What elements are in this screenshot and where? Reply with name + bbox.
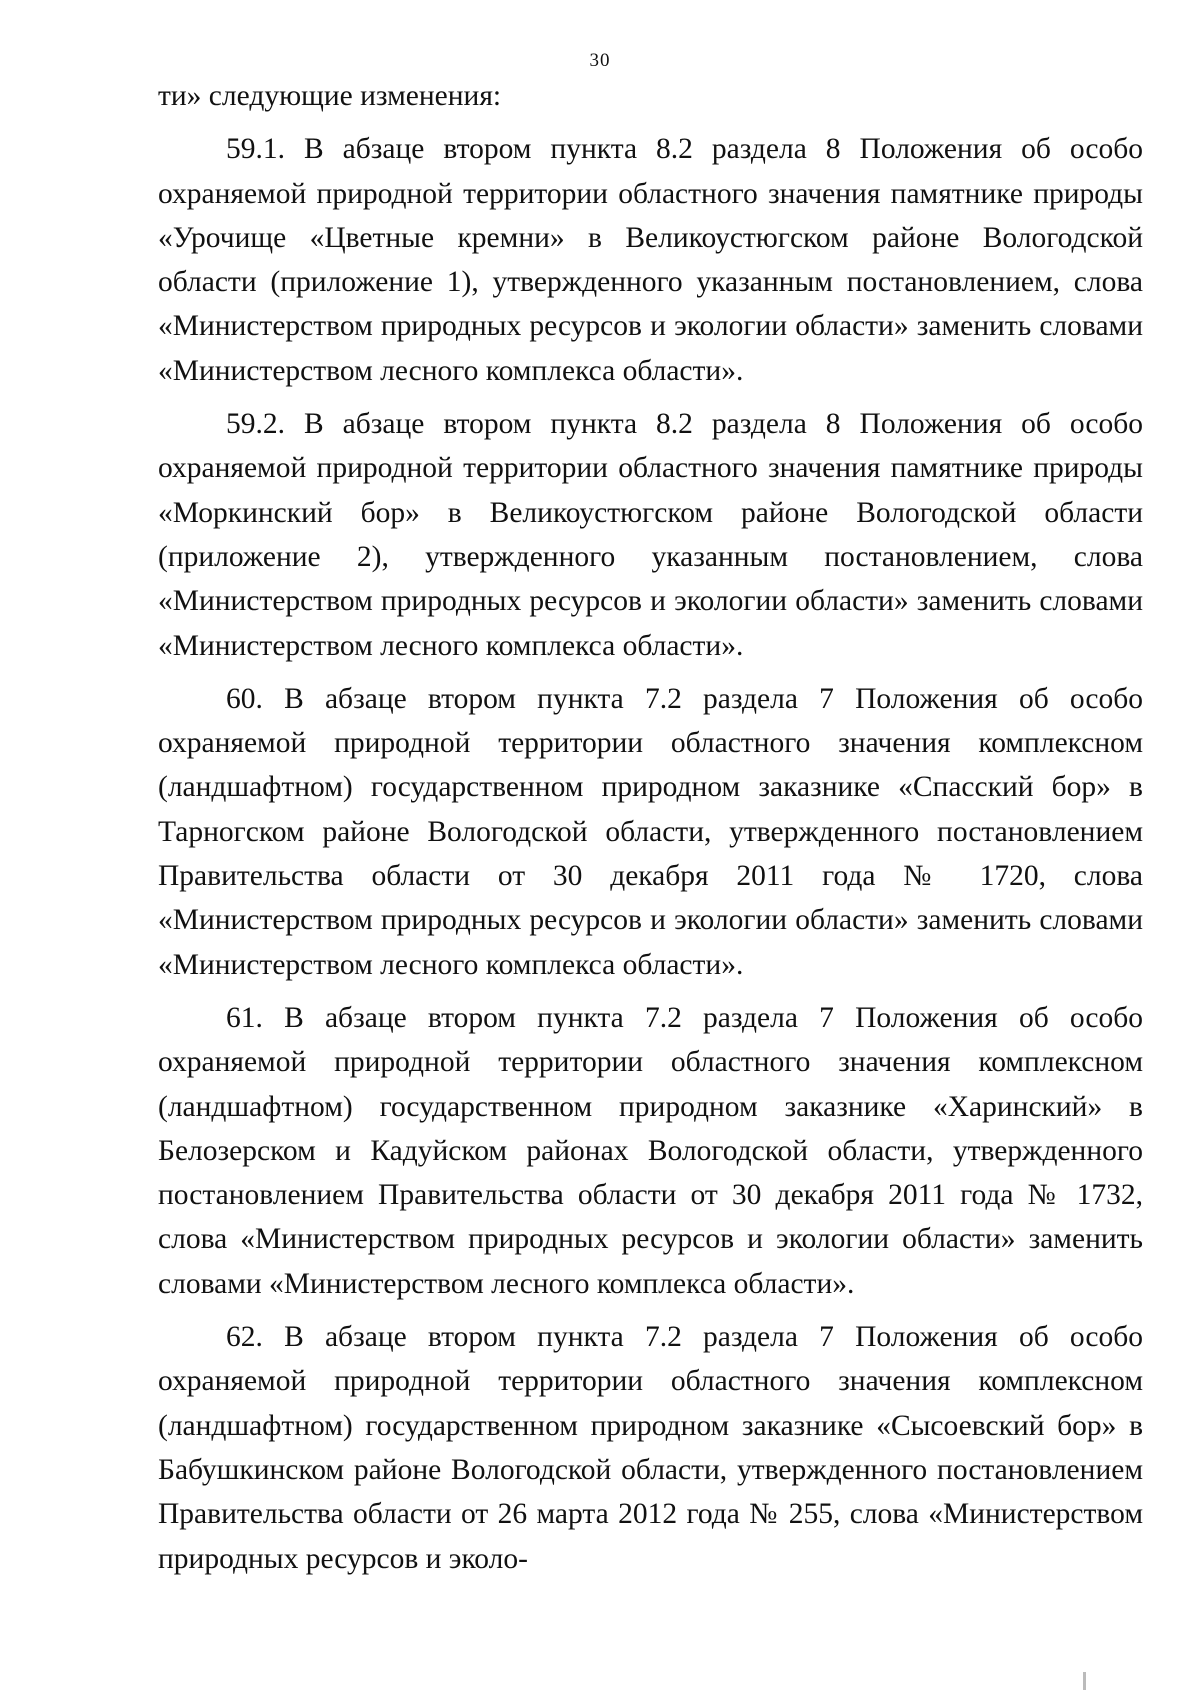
- paragraph-59-2: 59.2. В абзаце втором пункта 8.2 раздела 8 Положения об особо охраняемой природной территории областного значения памятнике природы «Моркинский бор» в Великоустюгском районе Вологодской области (приложение 2), утвержденного указанным постановлением, слова «Министерством природных ресурсов и экологии области» заменить словами «Министерством лесного комплекса области».: [158, 408, 1143, 662]
- paragraph-continuation: ти» следующие изменения:: [158, 80, 502, 112]
- paragraph-59-1: 59.1. В абзаце втором пункта 8.2 раздела 8 Положения об особо охраняемой природной территории областного значения памятнике природы «Урочище «Цветные кремни» в Великоустюгском районе Вологодской области (приложение 1), утвержденного указанным постановлением, слова «Министерством природных ресурсов и экологии области» заменить словами «Министерством лесного комплекса области».: [158, 133, 1143, 387]
- document-body: [158, 74, 1143, 1590]
- paragraph-60: 60. В абзаце втором пункта 7.2 раздела 7 Положения об особо охраняемой природной территории областного значения комплексном (ландшафтном) государственном природном заказнике «Спасский бор» в Тарногском районе Вологодской области, утвержденного постановлением Правительства области от 30 декабря 2011 года № 1720, слова «Министерством природных ресурсов и экологии области» заменить словами «Министерством лесного комплекса области».: [158, 682, 1143, 981]
- scan-artifact-mark: [1083, 1672, 1086, 1690]
- paragraph-61: 61. В абзаце втором пункта 7.2 раздела 7 Положения об особо охраняемой природной территории областного значения комплексном (ландшафтном) государственном природном заказнике «Харинский» в Белозерском и Кадуйском районах Вологодской области, утвержденного постановлением Правительства области от 30 декабря 2011 года № 1732, слова «Министерством природных ресурсов и экологии области» заменить словами «Министерством лесного комплекса области».: [158, 1001, 1143, 1300]
- paragraph-62: 62. В абзаце втором пункта 7.2 раздела 7 Положения об особо охраняемой природной территории областного значения комплексном (ландшафтном) государственном природном заказнике «Сысоевский бор» в Бабушкинском районе Вологодской области, утвержденного постановлением Правительства области от 26 марта 2012 года № 255, слова «Министерством природных ресурсов и эколо-: [158, 1321, 1143, 1575]
- page-number: 30: [589, 50, 611, 71]
